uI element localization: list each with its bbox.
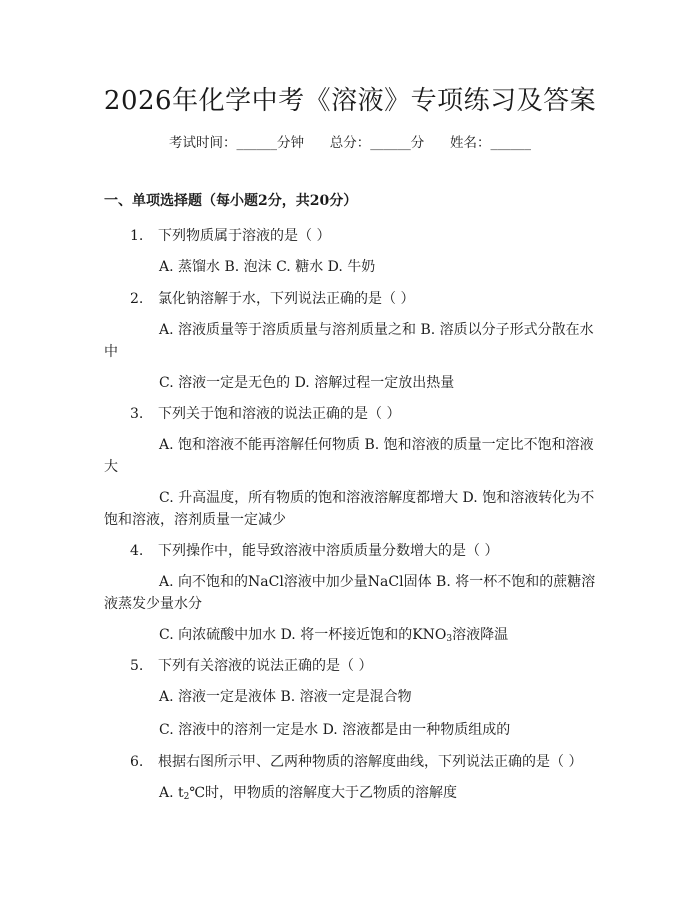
question-number: 2. bbox=[130, 291, 144, 307]
question-4-options-line-3 bbox=[159, 624, 508, 644]
option-text: 溶液降温 bbox=[452, 627, 509, 643]
question-number: 1. bbox=[130, 228, 144, 244]
option-text: C. 向浓硫酸中加水 D. 将一杯接近饱和的KNO bbox=[159, 627, 447, 643]
question-text: 氯化钠溶解于水，下列说法正确的是（ ） bbox=[158, 291, 415, 307]
question-3-options-line-1: A. 饱和溶液不能再溶解任何物质 B. 饱和溶液的质量一定比不饱和溶液 bbox=[159, 437, 594, 453]
question-number: 3. bbox=[130, 406, 144, 422]
question-3 bbox=[130, 403, 400, 423]
question-text: 根据右图所示甲、乙两种物质的溶解度曲线，下列说法正确的是（ ） bbox=[158, 754, 583, 770]
section-heading: 一、单项选择题（每小题2分，共20分） bbox=[104, 193, 358, 209]
question-number: 5. bbox=[130, 658, 144, 674]
question-number: 6. bbox=[130, 754, 144, 770]
question-5-options-line-1: A. 溶液一定是液体 B. 溶液一定是混合物 bbox=[159, 689, 412, 705]
question-5 bbox=[130, 655, 372, 675]
question-1 bbox=[130, 225, 330, 245]
question-text: 下列操作中，能导致溶液中溶质质量分数增大的是（ ） bbox=[158, 543, 499, 559]
question-text: 下列关于饱和溶液的说法正确的是（ ） bbox=[158, 406, 401, 422]
question-2-options-line-1: A. 溶液质量等于溶质质量与溶剂质量之和 B. 溶质以分子形式分散在水 bbox=[159, 322, 594, 338]
exam-info: 考试时间：______分钟 总分：______分 姓名：______ bbox=[169, 135, 531, 151]
question-2 bbox=[130, 288, 414, 308]
question-4-options-line-1: A. 向不饱和的NaCl溶液中加少量NaCl固体 B. 将一杯不饱和的蔗糖溶 bbox=[159, 574, 596, 590]
question-3-options-line-2: 大 bbox=[104, 459, 118, 475]
question-2-options-line-2: 中 bbox=[104, 344, 118, 360]
document-title: 2026年化学中考《溶液》专项练习及答案 bbox=[103, 86, 597, 116]
question-text: 下列物质属于溶液的是（ ） bbox=[158, 228, 331, 244]
question-3-options-line-4: 饱和溶液，溶剂质量一定减少 bbox=[104, 512, 286, 528]
question-2-options-line-3: C. 溶液一定是无色的 D. 溶解过程一定放出热量 bbox=[159, 375, 455, 391]
subscript: 3 bbox=[446, 634, 453, 644]
question-6 bbox=[130, 751, 582, 771]
question-text: 下列有关溶液的说法正确的是（ ） bbox=[158, 658, 373, 674]
question-4-options-line-2: 液蒸发少量水分 bbox=[104, 596, 202, 612]
question-6-options-line-1 bbox=[159, 782, 457, 802]
question-1-options: A. 蒸馏水 B. 泡沫 C. 糖水 D. 牛奶 bbox=[159, 259, 376, 275]
option-text: A. t bbox=[159, 785, 184, 801]
option-text: ℃时，甲物质的溶解度大于乙物质的溶解度 bbox=[189, 785, 458, 801]
question-5-options-line-2: C. 溶液中的溶剂一定是水 D. 溶液都是由一种物质组成的 bbox=[159, 722, 511, 738]
subscript: 2 bbox=[183, 792, 190, 802]
question-4 bbox=[130, 540, 498, 560]
question-number: 4. bbox=[130, 543, 144, 559]
question-3-options-line-3: C. 升高温度，所有物质的饱和溶液溶解度都增大 D. 饱和溶液转化为不 bbox=[159, 490, 595, 506]
